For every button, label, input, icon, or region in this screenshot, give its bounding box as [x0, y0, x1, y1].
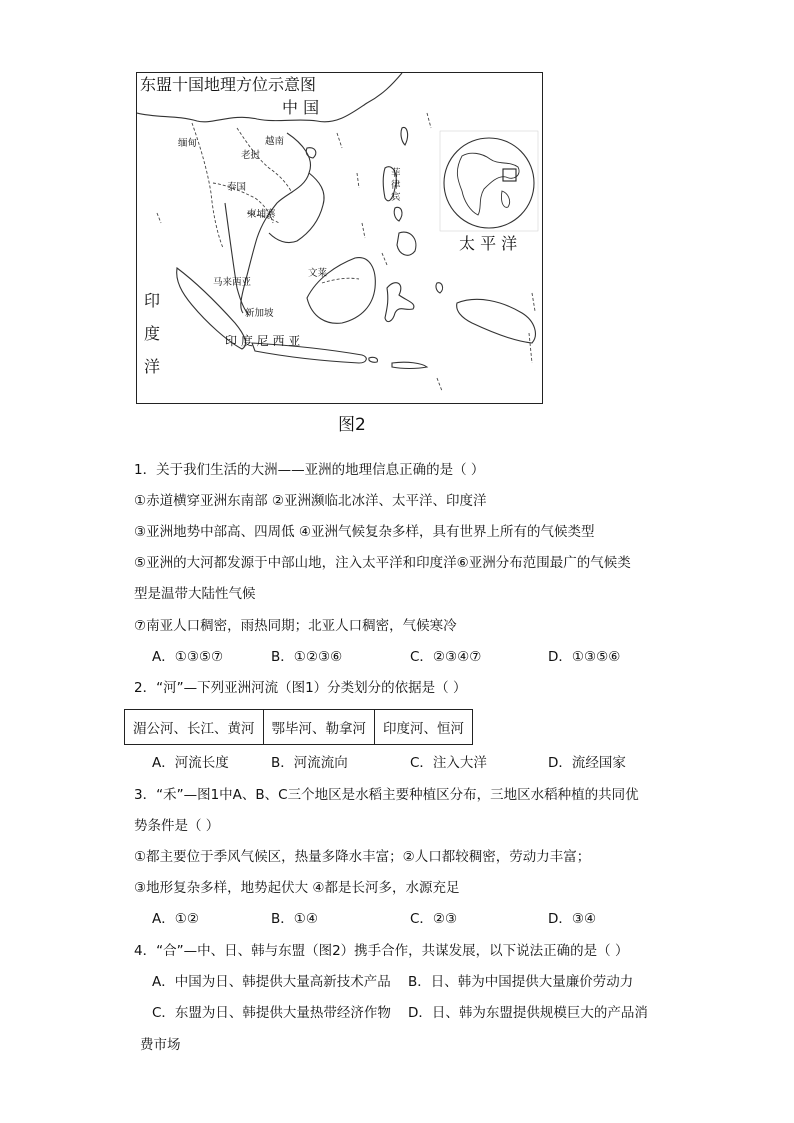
question-3-option-c[interactable]: C．②③	[410, 911, 458, 927]
label-indian-ocean-1: 印	[144, 291, 161, 310]
label-thailand: 泰国	[227, 182, 247, 193]
malay-peninsula	[225, 203, 249, 315]
scs-dash-3	[362, 223, 365, 238]
mindanao-island	[397, 232, 416, 255]
hainan-island	[306, 148, 316, 158]
question-4-option-a[interactable]: A．中国为日、韩提供大量高新技术产品	[152, 974, 391, 990]
river-group-2: 鄂毕河、勒拿河	[263, 710, 375, 745]
label-indonesia: 印 度 尼 西 亚	[225, 334, 301, 348]
question-1-option-d[interactable]: D．①③⑤⑥	[548, 649, 621, 665]
question-4-stem: 4．“合”—中、日、韩与东盟（图2）携手合作，共谋发展，以下说法正确的是（ ）	[134, 943, 629, 959]
label-brunei: 文莱	[308, 268, 328, 279]
globe-inset	[440, 131, 538, 231]
question-2-option-a[interactable]: A．河流长度	[152, 755, 229, 771]
question-4-option-d-continued: 费市场	[140, 1037, 181, 1053]
new-guinea-island	[457, 299, 536, 343]
river-table	[124, 709, 473, 745]
question-3-option-b[interactable]: B．①④	[271, 911, 318, 927]
question-3-line-3: ①都主要位于季风气候区，热量多降水丰富；②人口都较稠密，劳动力丰富；	[134, 849, 591, 865]
question-1-option-c[interactable]: C．②③④⑦	[410, 649, 482, 665]
label-china: 中 国	[282, 98, 320, 117]
label-pacific: 太 平 洋	[459, 234, 518, 253]
question-3-line-4: ③地形复杂多样，地势起伏大 ④都是长河多，水源充足	[134, 880, 460, 896]
question-3-option-d[interactable]: D．③④	[548, 911, 597, 927]
visayas-island	[394, 207, 402, 221]
question-2-stem: 2．“河”—下列亚洲河流（图1）分类划分的依据是（ ）	[134, 680, 467, 696]
scs-dash-1	[337, 133, 342, 148]
label-myanmar: 缅甸	[178, 138, 198, 149]
label-vietnam: 越南	[265, 136, 285, 147]
question-1-line-5: 型是温带大陆性气候	[134, 586, 256, 602]
label-indian-ocean-2: 度	[144, 324, 161, 343]
label-philippines-1: 菲	[391, 168, 401, 179]
taiwan-island	[401, 127, 408, 145]
map-title: 东盟十国地理方位示意图	[140, 75, 317, 94]
question-4-option-b[interactable]: B．日、韩为中国提供大量廉价劳动力	[408, 974, 634, 990]
question-2-option-b[interactable]: B．河流流向	[271, 755, 348, 771]
question-4-option-d[interactable]: D．日、韩为东盟提供规模巨大的产品消	[408, 1005, 648, 1021]
label-singapore: 新加坡	[245, 308, 274, 319]
equator-dash-1	[157, 213, 161, 223]
scs-dash-2	[357, 173, 359, 188]
equator-dash-4	[437, 378, 442, 391]
figure-caption: 图2	[338, 415, 366, 435]
label-philippines-3: 宾	[391, 192, 401, 203]
label-laos: 老挝	[241, 150, 261, 161]
southeast-asia-map	[136, 72, 543, 404]
question-3-option-a[interactable]: A．①②	[152, 911, 199, 927]
question-1-line-4: ⑤亚洲的大河都发源于中部山地，注入太平洋和印度洋⑥亚洲分布范围最广的气候类	[134, 555, 631, 571]
question-1-stem: 1．关于我们生活的大洲——亚洲的地理信息正确的是（ ）	[134, 462, 485, 478]
question-2-option-c[interactable]: C．注入大洋	[410, 755, 487, 771]
question-1-line-6: ⑦南亚人口稠密，雨热同期；北亚人口稠密，气候寒冷	[134, 618, 457, 634]
question-3-stem: 3．“禾”—图1中A、B、C三个地区是水稻主要种植区分布，三地区水稻种植的共同优	[134, 787, 639, 803]
question-1-line-2: ①赤道横穿亚洲东南部 ②亚洲濒临北冰洋、太平洋、印度洋	[134, 493, 487, 509]
river-group-1: 湄公河、长江、黄河	[125, 710, 264, 745]
question-1-option-b[interactable]: B．①②③⑥	[271, 649, 343, 665]
borneo-border	[322, 278, 359, 283]
label-cambodia: 柬埔寨	[247, 209, 276, 220]
timor-island	[392, 362, 427, 368]
scs-dash-4	[382, 253, 387, 265]
question-4-option-c[interactable]: C．东盟为日、韩提供大量热带经济作物	[152, 1005, 391, 1021]
vietnam-coast	[269, 173, 324, 243]
label-indian-ocean-3: 洋	[144, 357, 161, 376]
label-malaysia: 马来西亚	[213, 277, 252, 288]
question-3-line-2: 势条件是（ ）	[134, 818, 220, 834]
sulawesi-island	[385, 283, 414, 322]
equator-dash-3	[529, 333, 532, 363]
equator-dash-2	[532, 293, 535, 311]
label-philippines-2: 律	[391, 180, 401, 191]
question-1-option-a[interactable]: A．①③⑤⑦	[152, 649, 224, 665]
river-group-3: 印度河、恒河	[375, 710, 473, 745]
scs-dash-5	[427, 113, 431, 128]
moluccas-island	[436, 283, 443, 293]
bali-island	[369, 357, 378, 362]
question-1-line-3: ③亚洲地势中部高、四周低 ④亚洲气候复杂多样，具有世界上所有的气候类型	[134, 524, 595, 540]
table-row	[125, 710, 473, 745]
question-2-option-d[interactable]: D．流经国家	[548, 755, 626, 771]
